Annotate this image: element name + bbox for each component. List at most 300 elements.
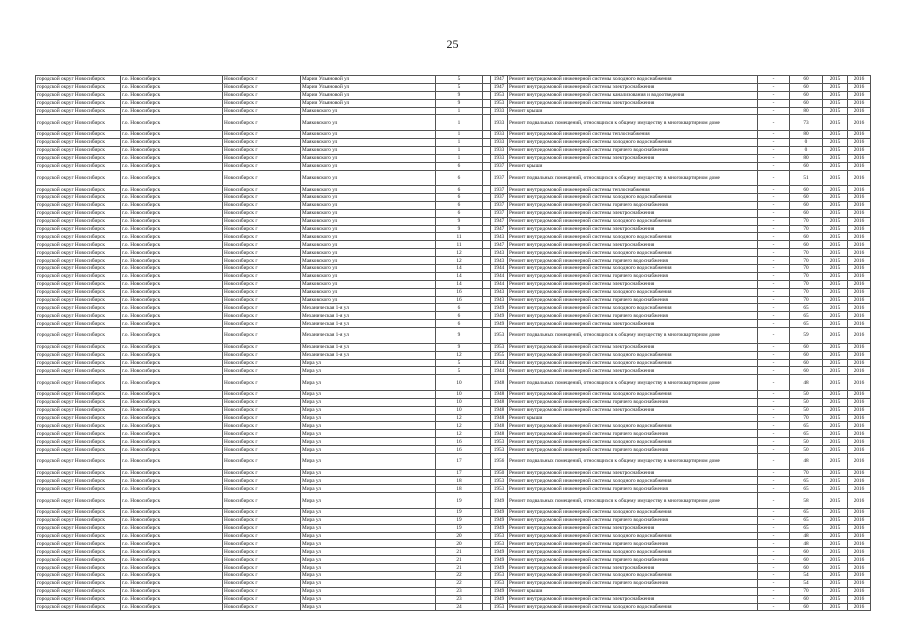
city-cell: Новосибирск г	[223, 186, 301, 194]
start-year-cell: 2015	[823, 115, 848, 131]
street-cell: Маяковского ул	[301, 272, 436, 280]
table-row	[36, 217, 871, 225]
table-row	[36, 312, 871, 320]
house-number-cell: 9	[436, 91, 483, 99]
street-cell: Механическая 1-я ул	[301, 351, 436, 359]
table-row	[36, 524, 871, 532]
value-cell: 65	[790, 485, 823, 493]
city-cell: Новосибирск г	[223, 603, 301, 611]
city-cell: Новосибирск г	[223, 265, 301, 273]
start-year-cell: 2015	[823, 438, 848, 446]
city-cell: Новосибирск г	[223, 508, 301, 516]
city-cell: Новосибирск г	[223, 454, 301, 470]
start-year-cell: 2015	[823, 508, 848, 516]
value-cell: 48	[790, 540, 823, 548]
settlement-cell: г.о. Новосибирск	[121, 272, 223, 280]
street-cell: Мира ул	[301, 438, 436, 446]
house-number-cell: 16	[436, 288, 483, 296]
blank-cell	[483, 595, 491, 603]
street-cell: Марии Ульяновой ул	[301, 76, 436, 84]
end-year-cell: 2016	[848, 406, 871, 414]
district-cell: городской округ Новосибирск	[36, 367, 121, 375]
value-cell: 0	[790, 138, 823, 146]
blank-cell	[483, 83, 491, 91]
start-year-cell: 2015	[823, 162, 848, 170]
dash-cell: -	[758, 524, 790, 532]
blank-cell	[483, 603, 491, 611]
street-cell: Мира ул	[301, 516, 436, 524]
house-number-cell: 10	[436, 390, 483, 398]
table-row	[36, 154, 871, 162]
settlement-cell: г.о. Новосибирск	[121, 186, 223, 194]
settlement-cell: г.о. Новосибирск	[121, 564, 223, 572]
settlement-cell: г.о. Новосибирск	[121, 209, 223, 217]
settlement-cell: г.о. Новосибирск	[121, 422, 223, 430]
district-cell: городской округ Новосибирск	[36, 351, 121, 359]
work-type-cell: Ремонт внутридомовой инженерной системы электроснабжения	[508, 83, 758, 91]
end-year-cell: 2016	[848, 115, 871, 131]
value-cell: 70	[790, 257, 823, 265]
table-row	[36, 508, 871, 516]
district-cell: городской округ Новосибирск	[36, 571, 121, 579]
settlement-cell: г.о. Новосибирск	[121, 414, 223, 422]
dash-cell: -	[758, 587, 790, 595]
table-row	[36, 485, 871, 493]
end-year-cell: 2016	[848, 524, 871, 532]
work-type-cell: Ремонт внутридомовой инженерной системы холодного водоснабжения	[508, 359, 758, 367]
house-number-cell: 10	[436, 406, 483, 414]
build-year-cell: 1949	[491, 516, 508, 524]
start-year-cell: 2015	[823, 493, 848, 509]
house-number-cell: 1	[436, 115, 483, 131]
start-year-cell: 2015	[823, 564, 848, 572]
start-year-cell: 2015	[823, 241, 848, 249]
end-year-cell: 2016	[848, 304, 871, 312]
end-year-cell: 2016	[848, 280, 871, 288]
work-type-cell: Ремонт внутридомовой инженерной системы горячего водоснабжения	[508, 398, 758, 406]
blank-cell	[483, 288, 491, 296]
city-cell: Новосибирск г	[223, 312, 301, 320]
district-cell: городской округ Новосибирск	[36, 587, 121, 595]
settlement-cell: г.о. Новосибирск	[121, 351, 223, 359]
table-row	[36, 359, 871, 367]
end-year-cell: 2016	[848, 249, 871, 257]
house-number-cell: 1	[436, 107, 483, 115]
city-cell: Новосибирск г	[223, 438, 301, 446]
district-cell: городской округ Новосибирск	[36, 131, 121, 139]
build-year-cell: 1949	[491, 524, 508, 532]
value-cell: 50	[790, 390, 823, 398]
settlement-cell: г.о. Новосибирск	[121, 217, 223, 225]
end-year-cell: 2016	[848, 233, 871, 241]
value-cell: 80	[790, 154, 823, 162]
start-year-cell: 2015	[823, 170, 848, 186]
dash-cell: -	[758, 99, 790, 107]
settlement-cell: г.о. Новосибирск	[121, 76, 223, 84]
house-number-cell: 1	[436, 154, 483, 162]
district-cell: городской округ Новосибирск	[36, 209, 121, 217]
build-year-cell: 1933	[491, 154, 508, 162]
dash-cell: -	[758, 493, 790, 509]
settlement-cell: г.о. Новосибирск	[121, 485, 223, 493]
table-row	[36, 115, 871, 131]
start-year-cell: 2015	[823, 320, 848, 328]
table-row	[36, 257, 871, 265]
work-type-cell: Ремонт подвальных помещений, относящихся к общему имуществу в многоквартирном доме	[508, 375, 758, 391]
build-year-cell: 1949	[491, 556, 508, 564]
settlement-cell: г.о. Новосибирск	[121, 367, 223, 375]
district-cell: городской округ Новосибирск	[36, 304, 121, 312]
city-cell: Новосибирск г	[223, 532, 301, 540]
value-cell: 60	[790, 83, 823, 91]
city-cell: Новосибирск г	[223, 469, 301, 477]
table-row	[36, 375, 871, 391]
dash-cell: -	[758, 201, 790, 209]
value-cell: 80	[790, 107, 823, 115]
blank-cell	[483, 201, 491, 209]
build-year-cell: 1949	[491, 548, 508, 556]
dash-cell: -	[758, 296, 790, 304]
table-row	[36, 76, 871, 84]
street-cell: Мира ул	[301, 414, 436, 422]
street-cell: Мира ул	[301, 556, 436, 564]
table-row	[36, 556, 871, 564]
table-row	[36, 493, 871, 509]
build-year-cell: 1949	[491, 508, 508, 516]
city-cell: Новосибирск г	[223, 579, 301, 587]
work-type-cell: Ремонт внутридомовой инженерной системы горячего водоснабжения	[508, 556, 758, 564]
start-year-cell: 2015	[823, 146, 848, 154]
settlement-cell: г.о. Новосибирск	[121, 146, 223, 154]
work-type-cell: Ремонт внутридомовой инженерной системы электроснабжения	[508, 241, 758, 249]
blank-cell	[483, 257, 491, 265]
dash-cell: -	[758, 485, 790, 493]
end-year-cell: 2016	[848, 540, 871, 548]
start-year-cell: 2015	[823, 446, 848, 454]
city-cell: Новосибирск г	[223, 304, 301, 312]
work-type-cell: Ремонт внутридомовой инженерной системы холодного водоснабжения	[508, 76, 758, 84]
end-year-cell: 2016	[848, 107, 871, 115]
table-row	[36, 390, 871, 398]
dash-cell: -	[758, 91, 790, 99]
house-number-cell: 5	[436, 83, 483, 91]
district-cell: городской округ Новосибирск	[36, 280, 121, 288]
street-cell: Мира ул	[301, 477, 436, 485]
start-year-cell: 2015	[823, 548, 848, 556]
dash-cell: -	[758, 406, 790, 414]
value-cell: 60	[790, 359, 823, 367]
district-cell: городской округ Новосибирск	[36, 91, 121, 99]
end-year-cell: 2016	[848, 548, 871, 556]
start-year-cell: 2015	[823, 524, 848, 532]
street-cell: Маяковского ул	[301, 209, 436, 217]
dash-cell: -	[758, 249, 790, 257]
value-cell: 65	[790, 508, 823, 516]
city-cell: Новосибирск г	[223, 201, 301, 209]
dash-cell: -	[758, 548, 790, 556]
district-cell: городской округ Новосибирск	[36, 272, 121, 280]
start-year-cell: 2015	[823, 343, 848, 351]
end-year-cell: 2016	[848, 217, 871, 225]
end-year-cell: 2016	[848, 99, 871, 107]
settlement-cell: г.о. Новосибирск	[121, 83, 223, 91]
house-number-cell: 9	[436, 328, 483, 344]
table-row	[36, 516, 871, 524]
table-row	[36, 249, 871, 257]
blank-cell	[483, 579, 491, 587]
street-cell: Маяковского ул	[301, 233, 436, 241]
build-year-cell: 1948	[491, 414, 508, 422]
work-type-cell: Ремонт внутридомовой инженерной системы электроснабжения	[508, 469, 758, 477]
house-number-cell: 5	[436, 76, 483, 84]
value-cell: 65	[790, 312, 823, 320]
city-cell: Новосибирск г	[223, 540, 301, 548]
city-cell: Новосибирск г	[223, 107, 301, 115]
start-year-cell: 2015	[823, 556, 848, 564]
value-cell: 73	[790, 115, 823, 131]
work-type-cell: Ремонт внутридомовой инженерной системы электроснабжения	[508, 99, 758, 107]
city-cell: Новосибирск г	[223, 351, 301, 359]
build-year-cell: 1947	[491, 76, 508, 84]
blank-cell	[483, 516, 491, 524]
dash-cell: -	[758, 343, 790, 351]
settlement-cell: г.о. Новосибирск	[121, 493, 223, 509]
blank-cell	[483, 587, 491, 595]
value-cell: 70	[790, 272, 823, 280]
settlement-cell: г.о. Новосибирск	[121, 233, 223, 241]
blank-cell	[483, 524, 491, 532]
district-cell: городской округ Новосибирск	[36, 115, 121, 131]
build-year-cell: 1933	[491, 115, 508, 131]
end-year-cell: 2016	[848, 508, 871, 516]
value-cell: 48	[790, 454, 823, 470]
settlement-cell: г.о. Новосибирск	[121, 532, 223, 540]
blank-cell	[483, 508, 491, 516]
house-number-cell: 20	[436, 532, 483, 540]
district-cell: городской округ Новосибирск	[36, 454, 121, 470]
table-row	[36, 477, 871, 485]
street-cell: Маяковского ул	[301, 131, 436, 139]
build-year-cell: 1933	[491, 131, 508, 139]
city-cell: Новосибирск г	[223, 422, 301, 430]
blank-cell	[483, 265, 491, 273]
dash-cell: -	[758, 320, 790, 328]
end-year-cell: 2016	[848, 131, 871, 139]
city-cell: Новосибирск г	[223, 430, 301, 438]
house-number-cell: 16	[436, 438, 483, 446]
value-cell: 70	[790, 217, 823, 225]
house-number-cell: 9	[436, 225, 483, 233]
house-number-cell: 11	[436, 241, 483, 249]
dash-cell: -	[758, 579, 790, 587]
work-type-cell: Ремонт внутридомовой инженерной системы электроснабжения	[508, 343, 758, 351]
build-year-cell: 1949	[491, 587, 508, 595]
build-year-cell: 1953	[491, 446, 508, 454]
city-cell: Новосибирск г	[223, 516, 301, 524]
start-year-cell: 2015	[823, 99, 848, 107]
end-year-cell: 2016	[848, 225, 871, 233]
street-cell: Мира ул	[301, 406, 436, 414]
work-type-cell: Ремонт внутридомовой инженерной системы холодного водоснабжения	[508, 422, 758, 430]
district-cell: городской округ Новосибирск	[36, 241, 121, 249]
settlement-cell: г.о. Новосибирск	[121, 359, 223, 367]
end-year-cell: 2016	[848, 375, 871, 391]
table-row	[36, 265, 871, 273]
district-cell: городской округ Новосибирск	[36, 83, 121, 91]
start-year-cell: 2015	[823, 107, 848, 115]
city-cell: Новосибирск г	[223, 367, 301, 375]
build-year-cell: 1953	[491, 438, 508, 446]
build-year-cell: 1949	[491, 304, 508, 312]
city-cell: Новосибирск г	[223, 595, 301, 603]
settlement-cell: г.о. Новосибирск	[121, 131, 223, 139]
build-year-cell: 1937	[491, 193, 508, 201]
work-type-cell: Ремонт внутридомовой инженерной системы холодного водоснабжения	[508, 193, 758, 201]
street-cell: Мира ул	[301, 359, 436, 367]
build-year-cell: 1944	[491, 280, 508, 288]
city-cell: Новосибирск г	[223, 91, 301, 99]
start-year-cell: 2015	[823, 540, 848, 548]
value-cell: 60	[790, 186, 823, 194]
settlement-cell: г.о. Новосибирск	[121, 320, 223, 328]
settlement-cell: г.о. Новосибирск	[121, 595, 223, 603]
settlement-cell: г.о. Новосибирск	[121, 170, 223, 186]
blank-cell	[483, 548, 491, 556]
city-cell: Новосибирск г	[223, 406, 301, 414]
district-cell: городской округ Новосибирск	[36, 107, 121, 115]
dash-cell: -	[758, 438, 790, 446]
district-cell: городской округ Новосибирск	[36, 186, 121, 194]
city-cell: Новосибирск г	[223, 99, 301, 107]
build-year-cell: 1953	[491, 477, 508, 485]
table-row	[36, 532, 871, 540]
end-year-cell: 2016	[848, 367, 871, 375]
start-year-cell: 2015	[823, 83, 848, 91]
work-type-cell: Ремонт внутридомовой инженерной системы электроснабжения	[508, 367, 758, 375]
city-cell: Новосибирск г	[223, 320, 301, 328]
house-number-cell: 21	[436, 548, 483, 556]
city-cell: Новосибирск г	[223, 115, 301, 131]
blank-cell	[483, 320, 491, 328]
settlement-cell: г.о. Новосибирск	[121, 508, 223, 516]
dash-cell: -	[758, 217, 790, 225]
city-cell: Новосибирск г	[223, 257, 301, 265]
dash-cell: -	[758, 532, 790, 540]
table-row	[36, 540, 871, 548]
district-cell: городской округ Новосибирск	[36, 564, 121, 572]
table-row	[36, 328, 871, 344]
district-cell: городской округ Новосибирск	[36, 233, 121, 241]
dash-cell: -	[758, 138, 790, 146]
city-cell: Новосибирск г	[223, 131, 301, 139]
district-cell: городской округ Новосибирск	[36, 146, 121, 154]
work-type-cell: Ремонт внутридомовой инженерной системы электроснабжения	[508, 225, 758, 233]
street-cell: Мира ул	[301, 367, 436, 375]
build-year-cell: 1948	[491, 375, 508, 391]
value-cell: 54	[790, 571, 823, 579]
house-number-cell: 21	[436, 556, 483, 564]
value-cell: 70	[790, 414, 823, 422]
build-year-cell: 1953	[491, 99, 508, 107]
house-number-cell: 6	[436, 170, 483, 186]
district-cell: городской округ Новосибирск	[36, 343, 121, 351]
work-type-cell: Ремонт внутридомовой инженерной системы горячего водоснабжения	[508, 312, 758, 320]
district-cell: городской округ Новосибирск	[36, 320, 121, 328]
district-cell: городской округ Новосибирск	[36, 485, 121, 493]
build-year-cell: 1947	[491, 241, 508, 249]
house-number-cell: 6	[436, 201, 483, 209]
house-number-cell: 19	[436, 508, 483, 516]
start-year-cell: 2015	[823, 296, 848, 304]
end-year-cell: 2016	[848, 477, 871, 485]
city-cell: Новосибирск г	[223, 343, 301, 351]
street-cell: Механическая 1-я ул	[301, 320, 436, 328]
blank-cell	[483, 304, 491, 312]
work-type-cell: Ремонт внутридомовой инженерной системы холодного водоснабжения	[508, 532, 758, 540]
settlement-cell: г.о. Новосибирск	[121, 375, 223, 391]
build-year-cell: 1953	[491, 485, 508, 493]
end-year-cell: 2016	[848, 390, 871, 398]
start-year-cell: 2015	[823, 225, 848, 233]
table-row	[36, 146, 871, 154]
district-cell: городской округ Новосибирск	[36, 516, 121, 524]
street-cell: Марии Ульяновой ул	[301, 99, 436, 107]
street-cell: Механическая 1-я ул	[301, 304, 436, 312]
dash-cell: -	[758, 312, 790, 320]
house-number-cell: 14	[436, 280, 483, 288]
work-type-cell: Ремонт подвальных помещений, относящихся к общему имуществу в многоквартирном доме	[508, 170, 758, 186]
table-row	[36, 272, 871, 280]
dash-cell: -	[758, 367, 790, 375]
build-year-cell: 1953	[491, 579, 508, 587]
table-row	[36, 446, 871, 454]
work-type-cell: Ремонт внутридомовой инженерной системы холодного водоснабжения	[508, 288, 758, 296]
city-cell: Новосибирск г	[223, 83, 301, 91]
end-year-cell: 2016	[848, 312, 871, 320]
end-year-cell: 2016	[848, 76, 871, 84]
city-cell: Новосибирск г	[223, 548, 301, 556]
dash-cell: -	[758, 288, 790, 296]
dash-cell: -	[758, 193, 790, 201]
house-number-cell: 24	[436, 603, 483, 611]
dash-cell: -	[758, 375, 790, 391]
dash-cell: -	[758, 131, 790, 139]
city-cell: Новосибирск г	[223, 217, 301, 225]
street-cell: Маяковского ул	[301, 115, 436, 131]
blank-cell	[483, 571, 491, 579]
house-number-cell: 1	[436, 138, 483, 146]
table-row	[36, 296, 871, 304]
house-number-cell: 6	[436, 186, 483, 194]
start-year-cell: 2015	[823, 469, 848, 477]
start-year-cell: 2015	[823, 587, 848, 595]
district-cell: городской округ Новосибирск	[36, 595, 121, 603]
end-year-cell: 2016	[848, 446, 871, 454]
district-cell: городской округ Новосибирск	[36, 296, 121, 304]
district-cell: городской округ Новосибирск	[36, 162, 121, 170]
blank-cell	[483, 398, 491, 406]
dash-cell: -	[758, 516, 790, 524]
house-number-cell: 10	[436, 398, 483, 406]
end-year-cell: 2016	[848, 587, 871, 595]
district-cell: городской округ Новосибирск	[36, 99, 121, 107]
start-year-cell: 2015	[823, 257, 848, 265]
settlement-cell: г.о. Новосибирск	[121, 99, 223, 107]
value-cell: 48	[790, 375, 823, 391]
city-cell: Новосибирск г	[223, 272, 301, 280]
build-year-cell: 1949	[491, 320, 508, 328]
repair-schedule-table	[35, 75, 871, 611]
